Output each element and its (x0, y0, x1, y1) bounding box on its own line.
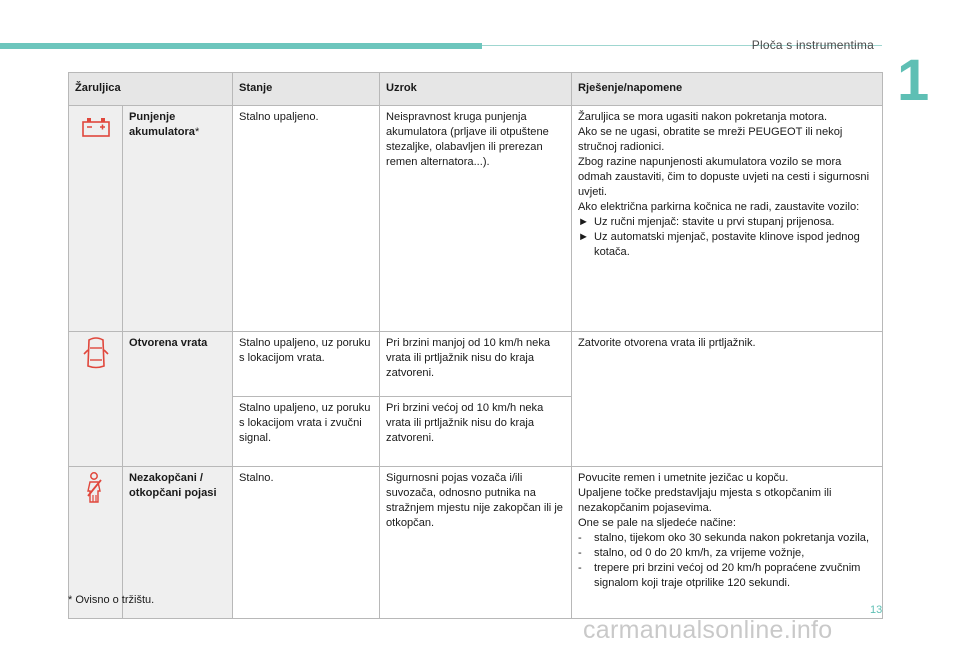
col-header-light: Žaruljica (69, 73, 233, 106)
battery-bullet: ► Uz ručni mjenjač: stavite u prvi stupanj prijenosa. (578, 216, 835, 228)
battery-warning-icon (75, 116, 116, 138)
seatbelt-dash-item: - stalno, tijekom oko 30 sekunda nakon pokretanja vozila, (578, 532, 870, 544)
battery-solution-line: Žaruljica se mora ugasiti nakon pokretanja motora. (578, 111, 828, 123)
door-state-2: Stalno upaljeno, uz poruku s lokacijom vrata i zvučni signal. (233, 397, 380, 467)
header-accent-bar (0, 43, 482, 49)
footnote: * Ovisno o tržištu. (68, 594, 155, 606)
table-row-battery (69, 106, 883, 332)
battery-bullet: ► Uz automatski mjenjač, postavite klinove ispod jednog kotača. (578, 231, 860, 258)
battery-solution-line: Ako se ne ugasi, obratite se mreži PEUGEOT ili nekoj stručnoj radionici. (578, 126, 843, 153)
watermark: carmanualsonline.info (583, 616, 833, 644)
col-header-state: Stanje (233, 73, 380, 106)
door-icon-cell (69, 332, 123, 467)
col-header-solution: Rješenje/napomene (572, 73, 883, 106)
battery-cause: Neispravnost kruga punjenja akumulatora (prljave ili otpuštene stezaljke, olabavljen ili prerezan remen alternatora...). (380, 106, 572, 332)
seatbelt-warning-icon (75, 471, 116, 505)
arrow-bullet-icon: ► (578, 216, 589, 228)
battery-solution-line: Zbog razine napunjenosti akumulatora vozilo se mora odmah zaustaviti, čim to dopuste uvjeti na cesti i sigurnosni uvjeti. (578, 156, 870, 198)
door-cause-1: Pri brzini manjoj od 10 km/h neka vrata ili prtljažnik nisu do kraja zatvoreni. (380, 332, 572, 397)
battery-solution (572, 106, 883, 332)
seatbelt-dash-item: - trepere pri brzini većoj od 20 km/h popraćene zvučnim signalom koji traje otprilike 120 sekundi. (578, 562, 861, 589)
battery-name: Punjenje akumulatora* (123, 106, 233, 332)
table-row-door (69, 332, 883, 397)
seatbelt-dash-item: - stalno, od 0 do 20 km/h, za vrijeme vožnje, (578, 547, 805, 559)
seatbelt-solution-line: One se pale na sljedeće načine: (578, 517, 736, 529)
page-header-title: Ploča s instrumentima (751, 38, 874, 52)
battery-solution-line: Ako električna parkirna kočnica ne radi, zaustavite vozilo: (578, 201, 860, 213)
door-name: Otvorena vrata (123, 332, 233, 467)
table-header-row (69, 73, 883, 106)
seatbelt-solution-line: Povucite remen i umetnite jezičac u kopču. (578, 472, 789, 484)
seatbelt-state: Stalno. (233, 467, 380, 619)
col-header-cause: Uzrok (380, 73, 572, 106)
table-row-seatbelt (69, 467, 883, 619)
arrow-bullet-icon: ► (578, 231, 589, 243)
chapter-number: 1 (897, 48, 930, 113)
door-cause-2: Pri brzini većoj od 10 km/h neka vrata ili prtljažnik nisu do kraja zatvoreni. (380, 397, 572, 467)
open-door-warning-icon (75, 336, 116, 370)
seatbelt-solution-line: Upaljene točke predstavljaju mjesta s otkopčanim ili nezakopčanim pojasevima. (578, 487, 832, 514)
battery-icon-cell (69, 106, 123, 332)
warning-lights-table (68, 72, 883, 619)
page-number: 13 (870, 604, 883, 616)
door-solution: Zatvorite otvorena vrata ili prtljažnik. (572, 332, 883, 467)
door-state-1: Stalno upaljeno, uz poruku s lokacijom vrata. (233, 332, 380, 397)
battery-state: Stalno upaljeno. (233, 106, 380, 332)
seatbelt-name: Nezakopčani / otkopčani pojasi (123, 467, 233, 619)
seatbelt-solution (572, 467, 883, 619)
seatbelt-cause: Sigurnosni pojas vozača i/ili suvozača, odnosno putnika na stražnjem mjestu nije zakopčan ili je otkopčan. (380, 467, 572, 619)
